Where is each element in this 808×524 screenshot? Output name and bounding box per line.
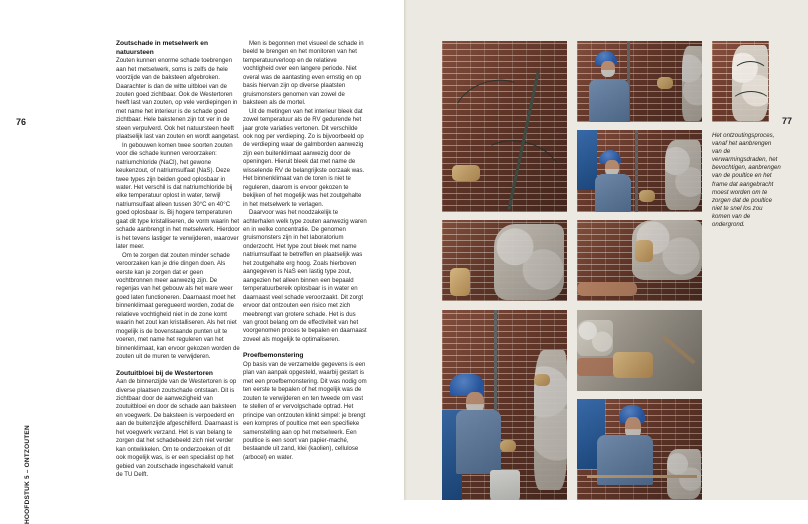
text-column-1 — [116, 40, 240, 480]
spine-shadow — [404, 0, 407, 500]
photo-wires-brick — [442, 41, 567, 212]
photo-worker-bucket — [442, 310, 567, 500]
text-column-2 — [243, 40, 367, 462]
paragraph: Daarvoor was het noodzakelijk te achterhalen welk type zouten aanwezig waren en in welke concentratie. De genomen gruismonsters zijn in het laboratorium onderzocht. Het type zout bleek met name natriumsulfaat te betreffen en plaatselijk was het zoutgehalte erg hoog. Zoals hierboven aangegeven is NaS een lastig type zout, aangezien het alleen binnen een bepaald temperatuurbereik oplosbaar is in water en daarnaast veel schade veroorzaakt. Dit zorgt ervoor dat ontzouten een risico met zich meebrengt van grotere schade. Het is dus van groot belang om de effectiviteit van het voorgenomen proces te bepalen en daarnaast zoveel als mogelijk te optimaliseren. — [243, 210, 367, 343]
paragraph: In gebouwen komen twee soorten zouten voor die schade kunnen veroorzaken: natriumchloride (NaCl), het gewone keukenzout, of natriumsulfaat (NaS). Deze twee types zijn beiden goed oplosbaar in water. Het verschil is dat natriumchloride bij elke temperatuur oplost in water, terwijl natriumsulfaat alleen tussen 30°C en 40°C goed oplosbaar is. Bij hogere temperaturen gaat dit type kristalliseren, de vorm waarin het schade aanbrengt in het metselwerk. Hierdoor is het tevens lastiger te verwijderen, waarover later meer. — [116, 142, 240, 251]
running-head: HOOFDSTUK 5 – ONTZOUTEN — [24, 425, 31, 524]
paragraph: Op basis van de verzamelde gegevens is een plan van aanpak opgesteld, waarbij gestart is met een proefbemonstering. Dit was nodig om ten eerste te bepalen of het mogelijk was de zouten te verwijderen en ten tweede om vast te stellen of er vervolgschade optrad. Het principe van ontzouten klinkt simpel: je brengt een kompres of poultice met een specifieke samenstelling aan op het metselwerk. Een poultice is een soort van papier-maché, bestaande uit zand, klei (kaolien), cellulose (arbocel) en water. — [243, 361, 367, 461]
paragraph: Zouten kunnen enorme schade toebrengen aan het metselwerk, soms is zelfs de hele voorzijde van de baksteen afgebroken. Daarachter is dan de witte uitbloei van de zouten goed zichtbaar. Ook de Westertoren heeft last van zouten, op vele verdiepingen in met name het interieur is de schade goed zichtbaar. Hele bakstenen zijn tot ver in de steen verpulverd. Ook het natuursteen heeft plaatselijk last van zouten en wordt aangetast. — [116, 58, 240, 141]
photo-caption: Het ontzoutingsproces, vanaf het aanbrengen van de verwarmingsdraden, het bevochtigen, aanbrengen van de poultice en het frame dat aangebracht moest worden om te zorgen dat de poultice niet te snel los zou komen van de ondergrond. — [712, 132, 781, 229]
section-heading: Zoutschade in metselwerk en natuursteen — [116, 40, 208, 56]
photo-worker-applying — [577, 41, 702, 122]
photo-worker-frame — [577, 399, 702, 500]
photo-poultice-closeup — [712, 41, 769, 122]
paragraph: Uit de metingen van het interieur bleek dat zowel temperatuur als de RV gedurende het jaar grote variaties vertonen. Dit verschilde ook nog per verdieping. Zo is bijvoorbeeld op de verdieping waar de galmborden aanwezig zijn een buitenklimaat aanwezig door de openingen. Hieruit bleek dat met name de wisselende RV de belangrijkste oorzaak was. Het binnenklimaat van de toren is niet te reguleren, daarom is ervoor gekozen te bekijken of het mogelijk was het zoutgehalte in het metselwerk te verlagen. — [243, 108, 365, 208]
paragraph: Aan de binnenzijde van de Westertoren is op diverse plaatsen zoutschade ontstaan. Dit is zichtbaar door de aanwezigheid van zoutuitbloei en door de schade aan baksteen en voegwerk. De baksteen is verpoederd en aan de buitenzijde afgeschilferd. Daarnaast is het voegwerk verzand. Het is van belang te zorgen dat het schadebeeld zich niet verder kan ontwikkelen. Om te onderzoeken of dit ook mogelijk was, is er een specialist op het gebied van zoutschade ingeschakeld vanuit de TU Delft. — [116, 379, 239, 479]
photo-glove-lath — [577, 310, 702, 391]
paragraph: Om te zorgen dat zouten minder schade veroorzaken kan je drie dingen doen. Als eerste kan je zorgen dat er geen vochtbronnen meer aanwezig zijn. De regenjas van het gebouw als het ware weer goed laten functioneren. Daarnaast moet het binnenklimaat geregueerd worden, zodat de relatieve vochtigheid niet in de zone komt waarin het zout kan kristalliseren. Als het niet mogelijk is de bovenstaande punten uit te voeren, met name het reguleren van het binnenklimaat, kan ervoor gekozen worden de zouten uit de muren te verwijderen. — [116, 252, 240, 361]
photo-glove-poultice-corner — [442, 220, 567, 301]
page-number-right: 77 — [782, 116, 793, 126]
photo-worker-crouching — [577, 130, 702, 212]
paragraph: Men is begonnen met visueel de schade in beeld te brengen en het monitoren van het temperatuurverloop en de relatieve vochtigheid over een langere periode. Niet overal was de aantasting even ernstig en op basis hiervan zijn op diverse plaatsten gruismonsters genomen van zowel de baksteen als de mortel. — [243, 41, 364, 107]
section-heading: Zoutuitbloei bij de Westertoren — [116, 369, 213, 377]
section-heading: Proefbemonstering — [243, 352, 304, 360]
page-number-left: 76 — [16, 117, 27, 127]
photo-hand-spreading — [577, 220, 702, 301]
